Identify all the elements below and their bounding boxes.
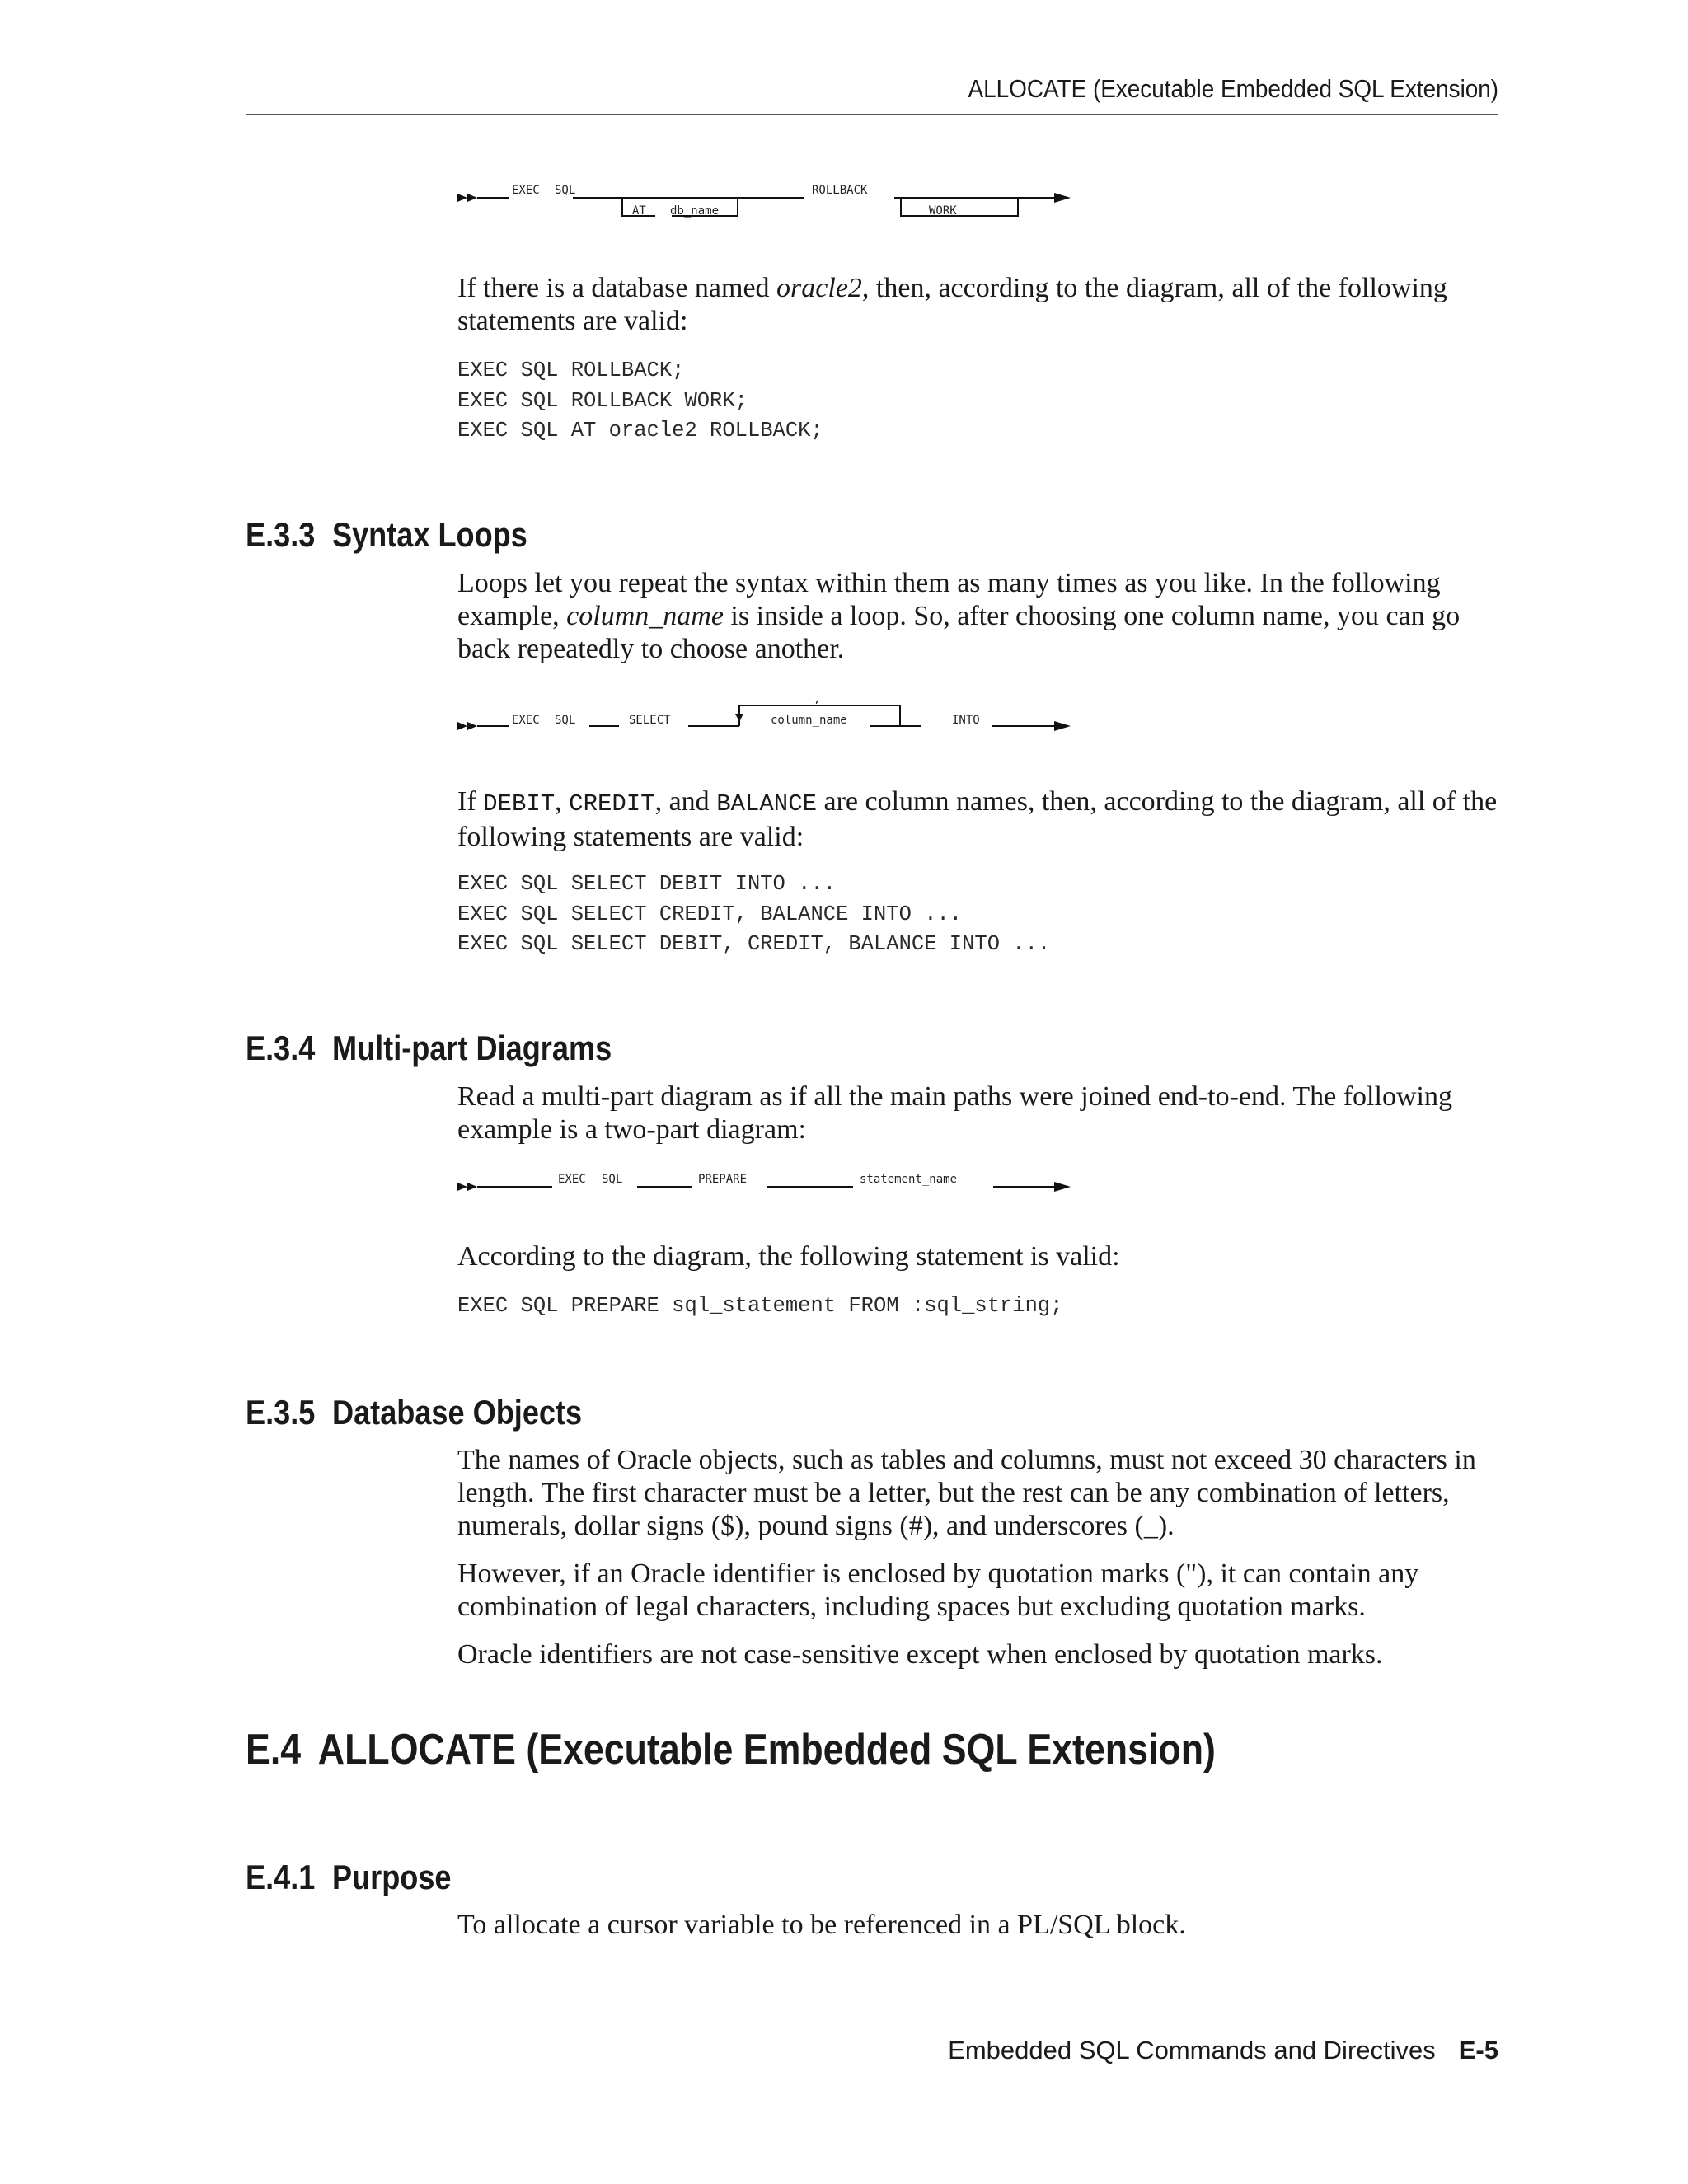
syntax-diagram-select-loop bbox=[457, 691, 1084, 765]
paragraph-quoted-identifiers: However, if an Oracle identifier is enclosed by quotation marks ("), it can contain any combination of legal characters, including spaces but excluding quotation marks. bbox=[457, 1558, 1419, 1622]
heading-e34: E.3.4 Multi-part Diagrams bbox=[246, 1029, 612, 1067]
param-column-name: column_name bbox=[771, 714, 847, 727]
heading-e4: E.4 ALLOCATE (Executable Embedded SQL Extension) bbox=[246, 1726, 1216, 1774]
header-rule bbox=[246, 114, 1498, 115]
keyword-at: AT bbox=[632, 204, 646, 218]
code-example-select: EXEC SQL SELECT DEBIT INTO ... EXEC SQL SELECT CREDIT, BALANCE INTO ... EXEC SQL SELECT DEBIT, CREDIT, BALANCE INTO ... bbox=[457, 872, 1051, 956]
keyword-work: WORK bbox=[929, 204, 957, 218]
diagram-end-arrow bbox=[1054, 721, 1071, 731]
paragraph-debit-credit: If DEBIT, CREDIT, and BALANCE are column names, then, according to the diagram, all of the following statements are valid: bbox=[457, 786, 1498, 852]
paragraph-purpose: To allocate a cursor variable to be referenced in a PL/SQL block. bbox=[457, 1910, 1186, 1940]
paragraph-syntax-loops: Loops let you repeat the syntax within them as many times as you like. In the following example, column_name is inside a loop. So, after choosing one column name, you can go back repeatedly to choose another. bbox=[457, 568, 1461, 664]
param-statement-name: statement_name bbox=[860, 1173, 958, 1186]
param-db-name: db_name bbox=[670, 204, 720, 218]
paragraph-multipart: Read a multi-part diagram as if all the main paths were joined end-to-end. The following example is a two-part diagram: bbox=[457, 1081, 1452, 1145]
keyword-into: INTO bbox=[952, 714, 980, 727]
running-header: ALLOCATE (Executable Embedded SQL Extension) bbox=[968, 74, 1498, 103]
keyword-sql: SQL bbox=[602, 1173, 623, 1186]
paragraph-oracle2: If there is a database named oracle2, then, according to the diagram, all of the following statements are valid: bbox=[457, 273, 1447, 336]
diagram-end-arrow bbox=[1054, 193, 1071, 203]
paragraph-case-sensitivity: Oracle identifiers are not case-sensitive except when enclosed by quotation marks. bbox=[457, 1639, 1383, 1670]
keyword-exec: EXEC bbox=[512, 714, 540, 727]
keyword-sql: SQL bbox=[555, 184, 576, 197]
keyword-exec: EXEC bbox=[558, 1173, 586, 1186]
heading-e35: E.3.5 Database Objects bbox=[246, 1393, 583, 1432]
keyword-select: SELECT bbox=[629, 714, 671, 727]
code-example-rollback: EXEC SQL ROLLBACK; EXEC SQL ROLLBACK WORK; EXEC SQL AT oracle2 ROLLBACK; bbox=[457, 359, 823, 443]
syntax-diagram-rollback bbox=[457, 173, 1084, 247]
page-number: E-5 bbox=[1458, 2036, 1498, 2064]
loop-down-arrow bbox=[735, 714, 743, 722]
heading-e33: E.3.3 Syntax Loops bbox=[246, 515, 528, 554]
footer-title: Embedded SQL Commands and Directives bbox=[948, 2036, 1436, 2064]
diagram-end-arrow bbox=[1054, 1182, 1071, 1192]
keyword-exec: EXEC bbox=[512, 184, 540, 197]
keyword-sql: SQL bbox=[555, 714, 576, 727]
keyword-rollback: ROLLBACK bbox=[812, 184, 868, 197]
syntax-diagram-prepare bbox=[457, 1162, 1084, 1236]
heading-e41: E.4.1 Purpose bbox=[246, 1858, 452, 1896]
loop-separator-comma: , bbox=[814, 692, 821, 705]
code-example-prepare: EXEC SQL PREPARE sql_statement FROM :sql_string; bbox=[457, 1294, 1063, 1318]
page-footer bbox=[948, 2036, 1498, 2065]
paragraph-object-names: The names of Oracle objects, such as tables and columns, must not exceed 30 characters in length. The first character must be a letter, but the rest can be any combination of letters, numerals, dollar signs ($), pound signs (#), and underscores (_). bbox=[457, 1445, 1476, 1541]
keyword-prepare: PREPARE bbox=[698, 1173, 748, 1186]
paragraph-according: According to the diagram, the following statement is valid: bbox=[457, 1241, 1120, 1272]
